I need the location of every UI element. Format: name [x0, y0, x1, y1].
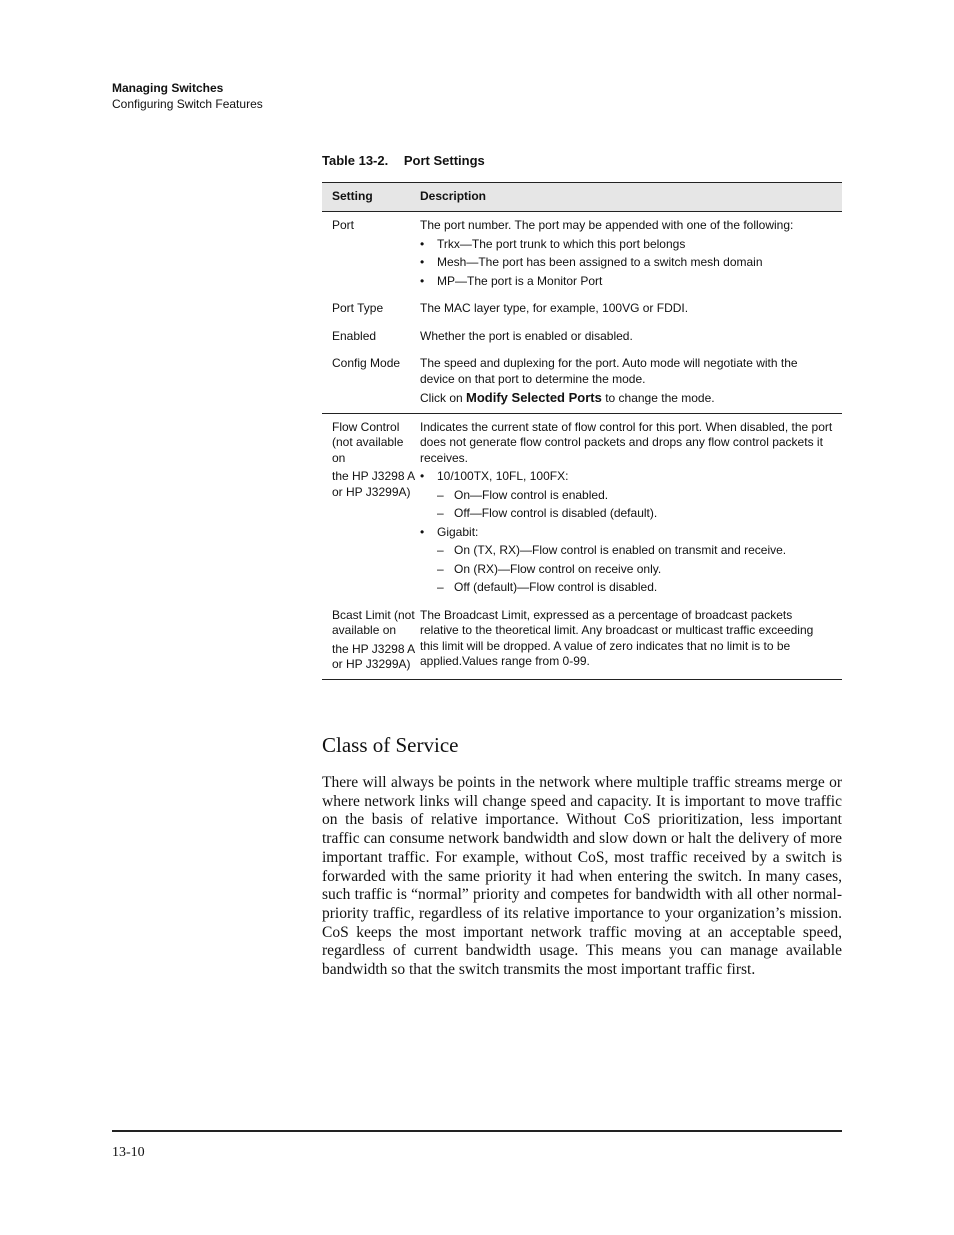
- description-text: Indicates the current state of flow control for this port. When disabled, the port does not generate flow control packets and drops any flow control packets it receives.: [420, 419, 833, 465]
- table-group-basic: [322, 212, 842, 414]
- description-port-type: The MAC layer type, for example, 100VG or FDDI.: [420, 301, 689, 315]
- table-group-advanced: [322, 414, 842, 680]
- footer-divider: [112, 1130, 842, 1132]
- body-paragraph: There will always be points in the network where multiple traffic streams merge or where network links will change speed and capacity. It is important to move traffic on the basis of relative importance. Without CoS prioritization, less important traffic can consume network bandwidth and slow down or halt the delivery of more important traffic. For example, without CoS, most traffic received by a switch is forwarded with the same priority it had when entering the switch. In many cases, such traffic is “normal” priority and competes for bandwidth with all other normal-priority traffic, regardless of its relative importance to your organization’s mission. CoS keeps the most important network traffic moving at an acceptable speed, regardless of current bandwidth usage. This means you can manage available bandwidth so that the switch transmits the most important traffic first.: [322, 774, 842, 979]
- table-row: [322, 218, 842, 289]
- setting-flow-control: Flow Control (not available on the HP J3298 A or HP J3299A): [332, 419, 415, 499]
- setting-port: Port: [332, 218, 355, 232]
- sub-bullet-item: – On (TX, RX)—Flow control is enabled on transmit and receive.: [437, 543, 787, 557]
- column-header-setting: Setting: [332, 189, 373, 204]
- description-port: [420, 218, 842, 289]
- table-row: [322, 356, 842, 407]
- description-text: The port number. The port may be appended with one of the following:: [420, 218, 794, 232]
- description-config-mode: [420, 356, 842, 407]
- click-instruction: Click on Modify Selected Ports to change the mode.: [420, 390, 715, 405]
- table-title: Port Settings: [403, 153, 485, 168]
- bullet-item: • Trkx—The port trunk to which this port belongs: [420, 236, 686, 251]
- setting-config-mode: Config Mode: [332, 356, 401, 370]
- page-number: 13-10: [112, 1145, 145, 1160]
- sub-bullet-item: – Off (default)—Flow control is disabled.: [437, 580, 658, 594]
- table-number: Table 13-2.: [322, 153, 389, 168]
- modify-selected-ports-label: Modify Selected Ports: [466, 390, 602, 405]
- table-row: [322, 608, 842, 673]
- column-header-description: Description: [420, 189, 487, 204]
- description-enabled: Whether the port is enabled or disabled.: [420, 328, 633, 343]
- table-row: [322, 420, 842, 596]
- description-bcast-limit: The Broadcast Limit, expressed as a percentage of broadcast packets relative to the theoretical limit. Any broadcast or multicast traffic exceeding this limit will be dropped. A value of zero indicates that no limit is to be applied.Values range from 0-99.: [420, 607, 814, 668]
- section-heading: Class of Service: [322, 733, 459, 757]
- table-row: [322, 301, 842, 317]
- setting-bcast-limit: Bcast Limit (not available on the HP J3298 A or HP J3299A): [332, 607, 415, 671]
- description-text: The speed and duplexing for the port. Auto mode will negotiate with the device on that port to determine the mode.: [420, 356, 798, 386]
- port-settings-table: [322, 182, 842, 680]
- section-title: Configuring Switch Features: [112, 97, 263, 111]
- setting-enabled: Enabled: [332, 328, 377, 343]
- table-header-row: [322, 182, 842, 212]
- table-row: [322, 329, 842, 345]
- running-header: [112, 80, 263, 112]
- bullet-item: • Mesh—The port has been assigned to a switch mesh domain: [420, 255, 763, 269]
- chapter-title: Managing Switches: [112, 81, 224, 95]
- bullet-item: • Gigabit:: [420, 524, 479, 539]
- setting-port-type: Port Type: [332, 301, 384, 315]
- bullet-item: • 10/100TX, 10FL, 100FX:: [420, 469, 569, 483]
- bullet-item: • MP—The port is a Monitor Port: [420, 273, 603, 288]
- sub-bullet-item: – On (RX)—Flow control on receive only.: [437, 561, 662, 576]
- sub-bullet-item: – Off—Flow control is disabled (default).: [437, 506, 658, 520]
- description-flow-control: [420, 420, 842, 596]
- table-caption: [322, 153, 485, 168]
- sub-bullet-item: – On—Flow control is enabled.: [437, 487, 609, 502]
